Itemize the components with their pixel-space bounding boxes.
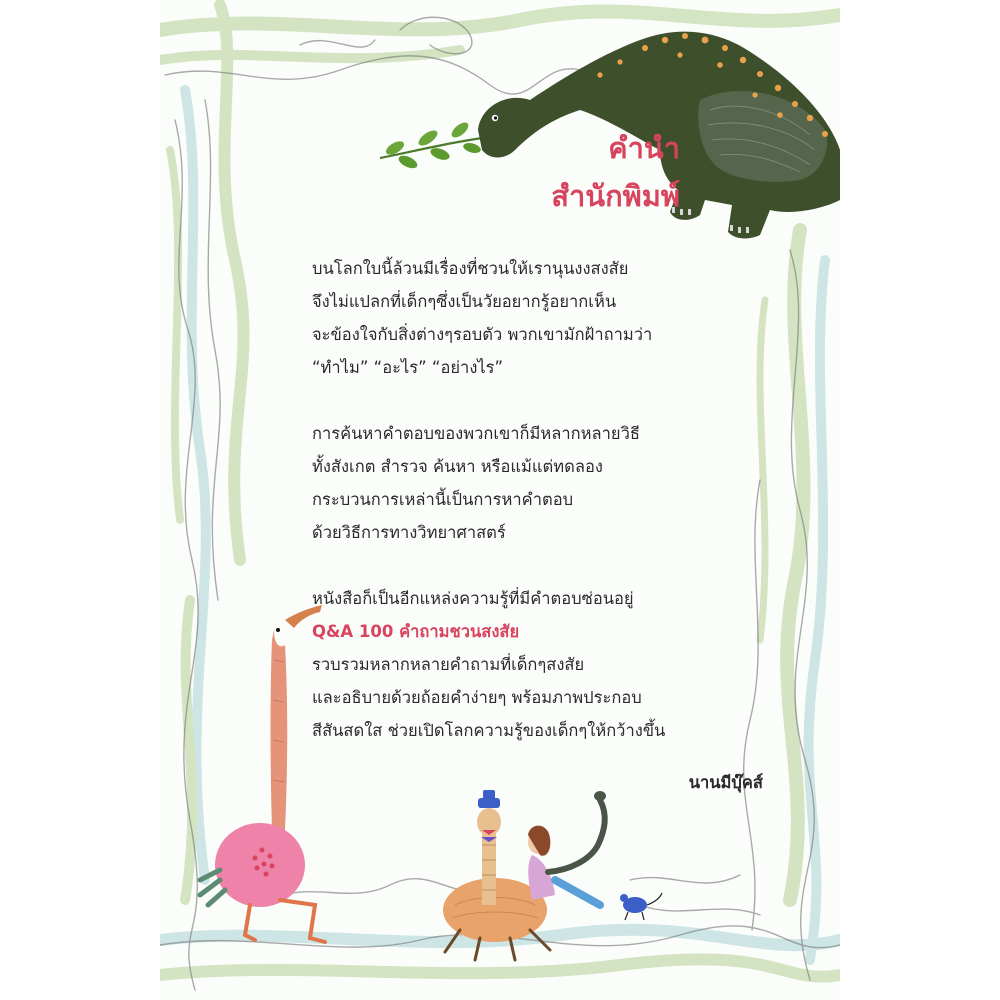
publisher-signature: นานมีบุ๊คส์ — [688, 773, 763, 792]
paragraph-gap — [312, 549, 732, 582]
paragraph-1-line: จะข้องใจกับสิ่งต่างๆรอบตัว พวกเขามักฝ้าถามว่า — [312, 325, 653, 344]
heading-line-1: คำนำ — [608, 131, 680, 165]
paragraph-3-line: สีสันสดใส ช่วยเปิดโลกความรู้ของเด็กๆให้กว้างขึ้น — [312, 721, 666, 740]
paragraph-2-line: การค้นหาคำตอบของพวกเขาก็มีหลากหลายวิธี — [312, 424, 640, 443]
paragraph-1-line: จึงไม่แปลกที่เด็กๆซึ่งเป็นวัยอยากรู้อยากเห็น — [312, 292, 617, 311]
preface-heading — [551, 124, 680, 220]
paragraph-2-line: กระบวนการเหล่านี้เป็นการหาคำตอบ — [312, 490, 574, 509]
paragraph-1-line: บนโลกใบนี้ล้วนมีเรื่องที่ชวนให้เรานุนงงสงสัย — [312, 259, 629, 278]
paragraph-3-line: หนังสือก็เป็นอีกแหล่งความรู้ที่มีคำตอบซ่อนอยู่ — [312, 589, 634, 608]
paragraph-2-line: ทั้งสังเกต สำรวจ ค้นหา หรือแม้แต่ทดลอง — [312, 457, 603, 476]
paragraph-1-line: “ทำไม” “อะไร” “อย่างไร” — [312, 358, 504, 377]
book-title: Q&A 100 คำถามชวนสงสัย — [312, 622, 520, 641]
mouse-illustration — [620, 893, 662, 920]
paragraph-2-line: ด้วยวิธีการทางวิทยาศาสตร์ — [312, 523, 506, 542]
paragraph-gap — [312, 384, 732, 417]
paragraph-3-line: และอธิบายด้วยถ้อยคำง่ายๆ พร้อมภาพประกอบ — [312, 688, 642, 707]
preface-body — [312, 252, 732, 747]
paragraph-3-line: รวบรวมหลากหลายคำถามที่เด็กๆสงสัย — [312, 655, 585, 674]
heading-line-2: สำนักพิมพ์ — [551, 179, 680, 213]
